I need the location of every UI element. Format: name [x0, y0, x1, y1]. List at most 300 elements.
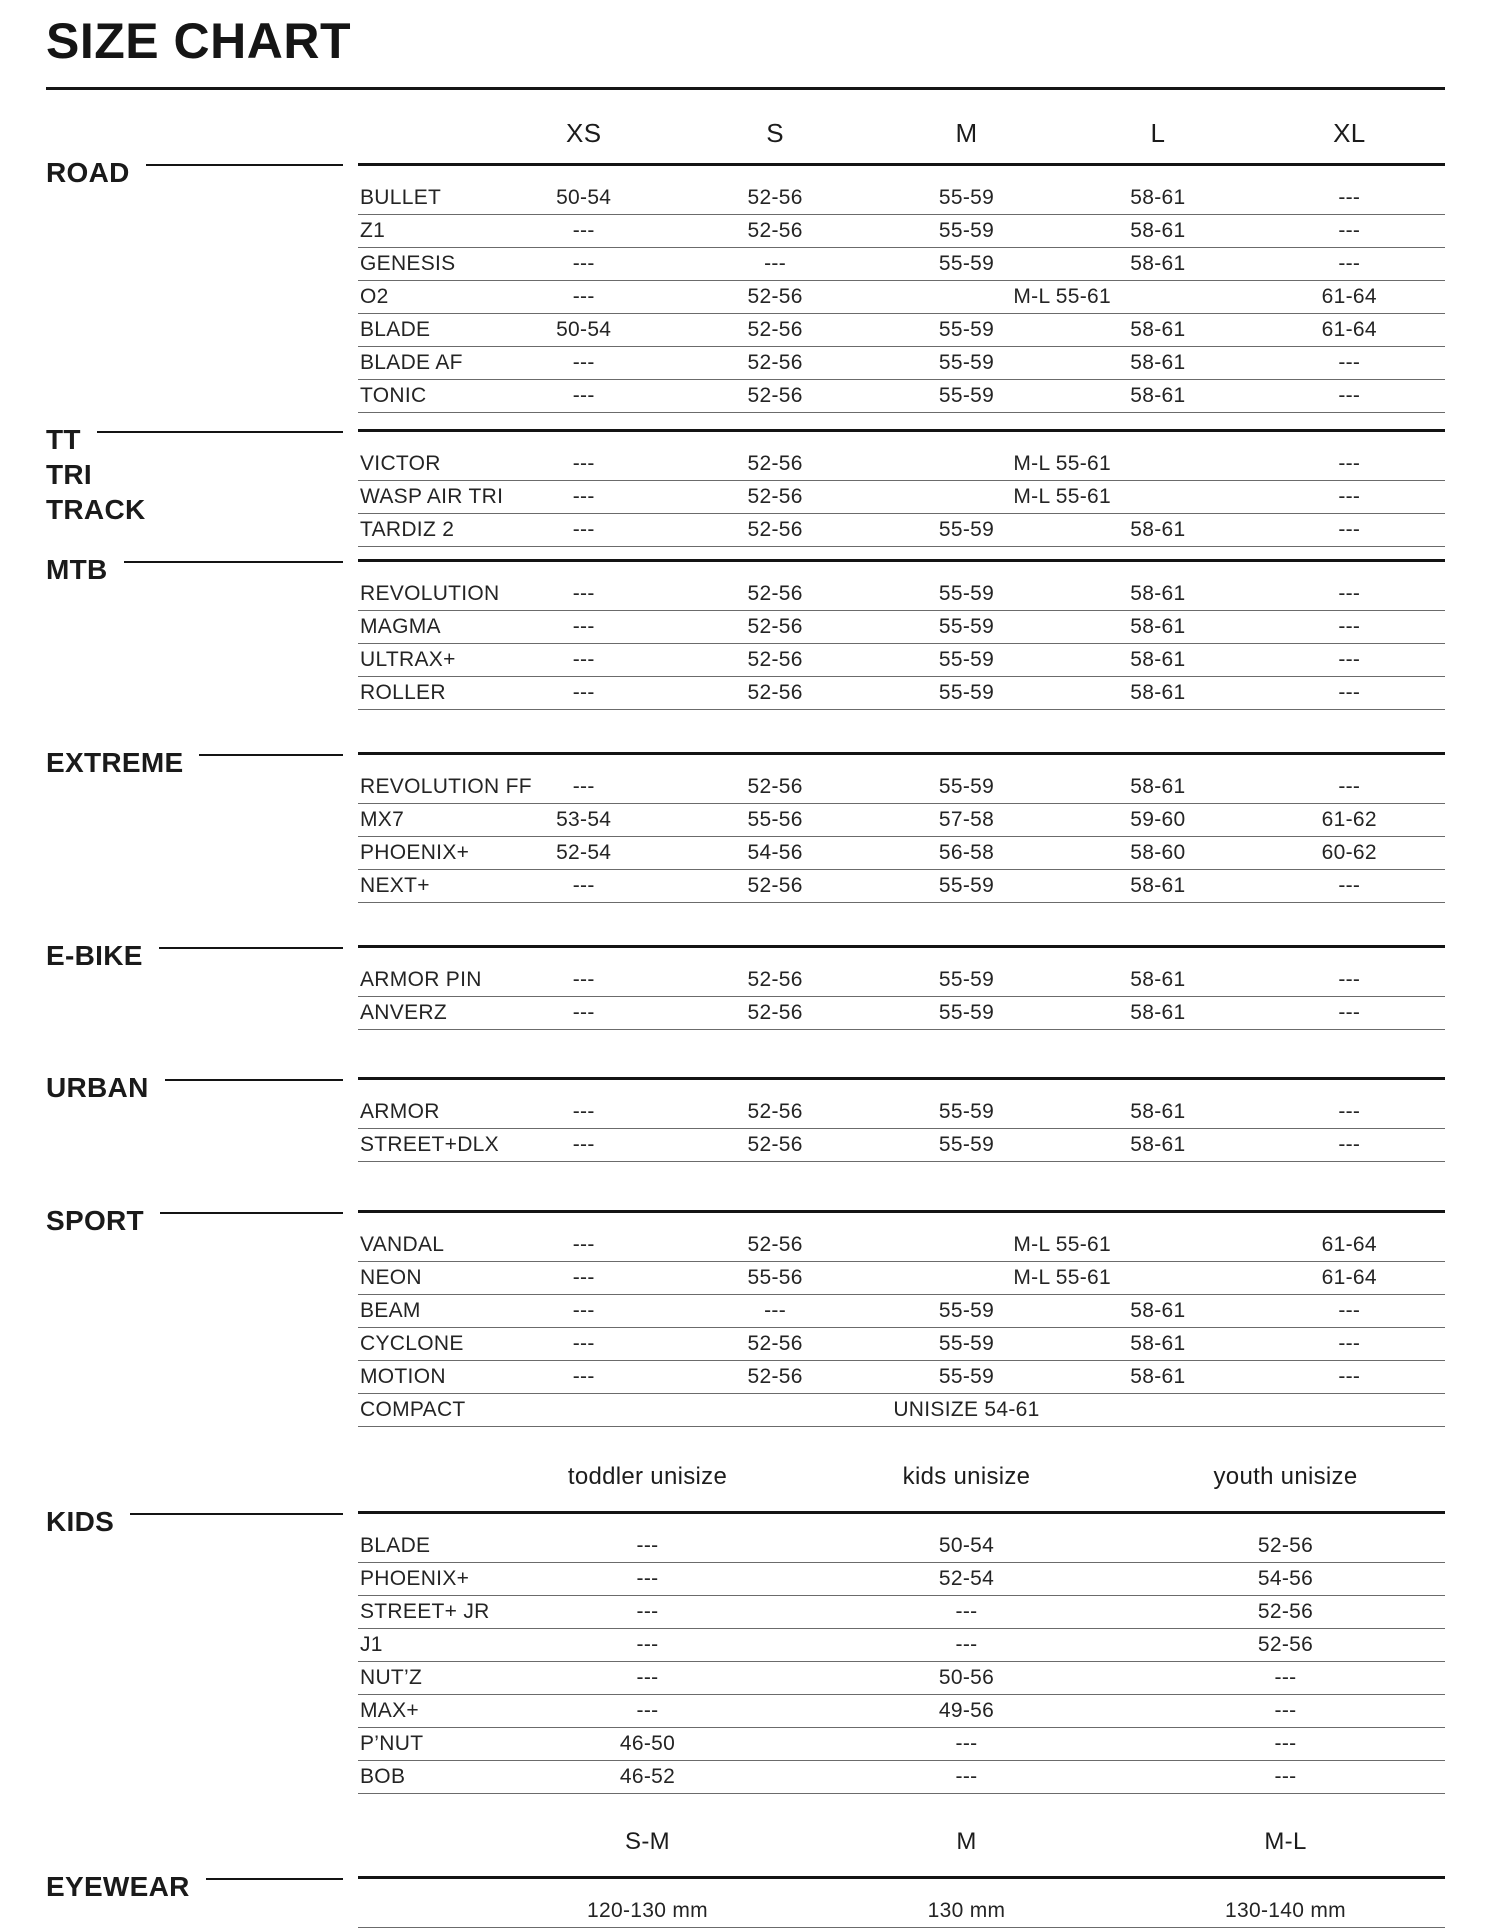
category-sport	[46, 1204, 358, 1427]
size-cell: 52-56	[747, 284, 803, 308]
size-cell: ---	[1338, 451, 1361, 475]
size-cell: 61-64	[1321, 284, 1377, 308]
size-cell: ---	[572, 1265, 595, 1289]
model-name: ARMOR	[360, 1099, 440, 1123]
size-cell: ---	[572, 350, 595, 374]
model-name: REVOLUTION	[360, 581, 500, 605]
table-body	[358, 1876, 1445, 1928]
size-cell: 58-61	[1130, 251, 1186, 275]
model-name: P’NUT	[360, 1731, 424, 1755]
table-row	[358, 644, 1445, 677]
model-name: ARMOR PIN	[360, 967, 482, 991]
size-cell: 58-61	[1130, 218, 1186, 242]
size-cell: 55-59	[938, 774, 995, 798]
size-cell: 50-54	[556, 317, 612, 341]
size-cell: 49-56	[938, 1698, 995, 1722]
size-cell: 58-61	[1130, 1364, 1186, 1388]
section-kids	[46, 1443, 1500, 1794]
size-cell: 58-61	[1130, 680, 1186, 704]
table-row	[358, 1328, 1445, 1361]
model-name: VICTOR	[360, 451, 441, 475]
column-header: XL	[1333, 117, 1366, 148]
table-row	[358, 1096, 1445, 1129]
size-cell: ---	[572, 967, 595, 991]
category-first-line	[46, 1070, 358, 1105]
model-name: COMPACT	[360, 1397, 466, 1421]
size-cell: 52-56	[747, 218, 803, 242]
category-underline	[206, 1878, 343, 1881]
size-cell: 52-56	[747, 1331, 803, 1355]
size-cell: 55-59	[938, 1364, 995, 1388]
size-cell: ---	[572, 1331, 595, 1355]
size-cell: 55-59	[938, 251, 995, 275]
category-underline	[160, 1212, 343, 1215]
size-cell: ---	[1338, 251, 1361, 275]
category-block	[46, 155, 358, 190]
size-cell: 60-62	[1321, 840, 1377, 864]
table-row	[358, 248, 1445, 281]
size-cell: ---	[572, 284, 595, 308]
model-name: J1	[360, 1632, 383, 1656]
size-cell: ---	[572, 647, 595, 671]
model-name: NUT’Z	[360, 1665, 423, 1689]
size-cell: 52-56	[747, 1000, 803, 1024]
size-cell: ---	[1338, 1000, 1361, 1024]
model-name: CYCLONE	[360, 1331, 464, 1355]
size-cell: 52-56	[747, 680, 803, 704]
category-label: MTB	[46, 553, 108, 585]
column-header: youth unisize	[1213, 1462, 1358, 1490]
model-name: WASP AIR TRI	[360, 484, 504, 508]
category-underline	[199, 754, 343, 757]
table-row	[358, 281, 1445, 314]
table-row	[358, 964, 1445, 997]
category-underline	[146, 164, 343, 167]
size-cell: 55-59	[938, 1000, 995, 1024]
category-eyewear	[46, 1808, 358, 1928]
column-header: M	[956, 1827, 977, 1855]
column-headers	[358, 1808, 1445, 1876]
size-cell: ---	[572, 873, 595, 897]
size-cell: ---	[572, 1099, 595, 1123]
size-cell: 55-59	[938, 1298, 995, 1322]
chart-sections	[46, 90, 1500, 1928]
model-name: MOTION	[360, 1364, 446, 1388]
size-cell: M-L 55-61	[1013, 1232, 1112, 1256]
size-cell: 58-61	[1130, 1132, 1186, 1156]
category-underline	[165, 1079, 343, 1082]
category-first-line	[46, 745, 358, 780]
model-name: BLADE	[360, 317, 431, 341]
section-road	[46, 90, 1500, 413]
model-name: MX7	[360, 807, 405, 831]
size-cell: 61-62	[1321, 807, 1377, 831]
size-cell: 52-56	[747, 1132, 803, 1156]
category-label: TRI	[46, 458, 93, 490]
model-name: BOB	[360, 1764, 406, 1788]
category-extreme	[46, 746, 358, 903]
category-block	[46, 552, 358, 587]
size-cell: ---	[1338, 218, 1361, 242]
size-cell: 55-59	[938, 581, 995, 605]
category-label: TT	[46, 423, 81, 455]
table-row	[358, 578, 1445, 611]
size-cell: ---	[955, 1731, 978, 1755]
table-row	[358, 771, 1445, 804]
size-cell: ---	[1338, 581, 1361, 605]
category-first-line	[46, 938, 358, 973]
table-row	[358, 481, 1445, 514]
size-cell: 52-56	[747, 967, 803, 991]
size-cell: 52-56	[747, 350, 803, 374]
size-cell: ---	[572, 1298, 595, 1322]
size-cell: ---	[764, 1298, 787, 1322]
model-name: BLADE	[360, 1533, 431, 1557]
column-header: L	[1150, 117, 1166, 148]
size-table	[358, 1808, 1445, 1928]
size-cell: 58-61	[1130, 317, 1186, 341]
category-mtb	[46, 553, 358, 710]
size-cell: ---	[636, 1566, 659, 1590]
category-block	[46, 938, 358, 973]
table-row	[358, 1262, 1445, 1295]
size-table	[358, 1210, 1445, 1427]
size-cell: ---	[1274, 1665, 1297, 1689]
table-row	[358, 448, 1445, 481]
category-urban	[46, 1071, 358, 1162]
size-cell: ---	[572, 451, 595, 475]
model-name: BEAM	[360, 1298, 421, 1322]
size-cell: 55-59	[938, 647, 995, 671]
table-row	[358, 215, 1445, 248]
size-cell: M-L 55-61	[1013, 484, 1112, 508]
size-cell: 55-59	[938, 967, 995, 991]
size-cell: 58-61	[1130, 967, 1186, 991]
size-cell: 61-64	[1321, 1232, 1377, 1256]
category-block	[46, 1869, 358, 1904]
table-row	[358, 1728, 1445, 1761]
size-cell: 52-56	[747, 1099, 803, 1123]
size-cell: 52-56	[747, 1232, 803, 1256]
size-cell: 55-59	[938, 185, 995, 209]
table-row	[358, 380, 1445, 413]
category-label: SPORT	[46, 1204, 144, 1236]
category-underline	[97, 431, 343, 434]
size-cell: 58-61	[1130, 614, 1186, 638]
size-cell: 58-61	[1130, 581, 1186, 605]
model-name: GENESIS	[360, 251, 456, 275]
size-cell: ---	[1338, 484, 1361, 508]
model-name: NEXT+	[360, 873, 430, 897]
column-headers	[358, 90, 1445, 163]
table-row	[358, 870, 1445, 903]
size-cell: 52-54	[556, 840, 612, 864]
category-block	[46, 1203, 358, 1238]
size-cell: 52-56	[747, 451, 803, 475]
model-name: REVOLUTION FF	[360, 774, 532, 798]
size-cell: ---	[572, 1132, 595, 1156]
size-cell: ---	[1274, 1731, 1297, 1755]
size-cell: ---	[636, 1533, 659, 1557]
size-cell: M-L 55-61	[1013, 451, 1112, 475]
table-row	[358, 611, 1445, 644]
model-name: STREET+ JR	[360, 1599, 490, 1623]
model-name: ULTRAX+	[360, 647, 456, 671]
size-cell: ---	[572, 581, 595, 605]
size-cell: 55-59	[938, 218, 995, 242]
table-row	[358, 1895, 1445, 1928]
size-cell: ---	[572, 774, 595, 798]
table-row	[358, 1229, 1445, 1262]
size-table	[358, 752, 1445, 903]
table-row	[358, 837, 1445, 870]
size-cell: 55-59	[938, 1099, 995, 1123]
size-cell: 52-56	[747, 614, 803, 638]
size-cell: 52-56	[747, 581, 803, 605]
size-cell: 46-50	[619, 1731, 676, 1755]
category-label: EYEWEAR	[46, 1870, 190, 1902]
size-cell: ---	[636, 1599, 659, 1623]
column-header: toddler unisize	[567, 1462, 728, 1490]
size-cell: 58-61	[1130, 350, 1186, 374]
size-cell: ---	[1338, 967, 1361, 991]
category-block	[46, 1504, 358, 1539]
section-eyewear	[46, 1808, 1500, 1928]
table-body	[358, 429, 1445, 547]
table-row	[358, 997, 1445, 1030]
size-cell: 53-54	[556, 807, 612, 831]
size-table	[358, 90, 1445, 413]
size-table	[358, 945, 1445, 1030]
column-header: M-L	[1264, 1827, 1307, 1855]
model-name: PHOENIX+	[360, 840, 470, 864]
size-cell: 52-56	[747, 383, 803, 407]
size-cell: 50-54	[556, 185, 612, 209]
table-row	[358, 1295, 1445, 1328]
size-cell: 58-61	[1130, 1298, 1186, 1322]
category-kids	[46, 1443, 358, 1794]
category-block	[46, 745, 358, 780]
size-cell: 58-61	[1130, 1331, 1186, 1355]
size-cell: ---	[572, 517, 595, 541]
size-cell: ---	[572, 680, 595, 704]
column-headers	[358, 1443, 1445, 1511]
size-cell: 58-61	[1130, 1000, 1186, 1024]
table-row	[358, 1629, 1445, 1662]
table-row	[358, 1662, 1445, 1695]
size-cell: ---	[1338, 350, 1361, 374]
section-mtb	[46, 553, 1500, 710]
size-cell: 58-61	[1130, 383, 1186, 407]
table-body	[358, 752, 1445, 903]
section-urban	[46, 1071, 1500, 1162]
size-cell: 61-64	[1321, 317, 1377, 341]
size-cell: ---	[955, 1599, 978, 1623]
size-cell: UNISIZE 54-61	[893, 1397, 1040, 1421]
size-cell: ---	[636, 1698, 659, 1722]
size-cell: 120-130 mm	[587, 1898, 708, 1922]
category-first-line	[46, 1504, 358, 1539]
size-cell: 52-56	[747, 647, 803, 671]
size-cell: ---	[1338, 383, 1361, 407]
category-block	[46, 422, 358, 527]
category-underline	[159, 947, 343, 950]
size-cell: 59-60	[1130, 807, 1186, 831]
size-cell: ---	[1338, 185, 1361, 209]
size-cell: 55-59	[938, 680, 995, 704]
table-row	[358, 1361, 1445, 1394]
section-extreme	[46, 746, 1500, 903]
column-header: XS	[566, 117, 602, 148]
size-cell: 58-61	[1130, 647, 1186, 671]
size-cell: ---	[636, 1665, 659, 1689]
size-cell: ---	[1338, 1364, 1361, 1388]
size-cell: 52-56	[1257, 1632, 1314, 1656]
table-body	[358, 1077, 1445, 1162]
size-cell: 54-56	[1257, 1566, 1314, 1590]
table-row	[358, 514, 1445, 547]
size-cell: 52-56	[1257, 1533, 1314, 1557]
size-table	[358, 1077, 1445, 1162]
size-cell: ---	[1338, 1132, 1361, 1156]
table-row	[358, 182, 1445, 215]
size-cell: 130-140 mm	[1225, 1898, 1346, 1922]
size-cell: ---	[1274, 1698, 1297, 1722]
size-cell: ---	[572, 1232, 595, 1256]
size-cell: 52-56	[747, 185, 803, 209]
size-cell: 55-59	[938, 383, 995, 407]
model-name: TONIC	[360, 383, 427, 407]
size-cell: 56-58	[938, 840, 995, 864]
category-label: URBAN	[46, 1071, 149, 1103]
size-cell: ---	[1274, 1764, 1297, 1788]
model-name: Z1	[360, 218, 386, 242]
size-cell: 55-56	[747, 1265, 803, 1289]
table-body	[358, 163, 1445, 413]
table-body	[358, 1210, 1445, 1427]
size-cell: 55-59	[938, 614, 995, 638]
table-row	[358, 677, 1445, 710]
category-underline	[124, 561, 343, 564]
size-cell: 55-59	[938, 317, 995, 341]
size-cell: 52-56	[747, 774, 803, 798]
column-header: kids unisize	[902, 1462, 1031, 1490]
table-body	[358, 945, 1445, 1030]
size-cell: 55-59	[938, 517, 995, 541]
model-name: TARDIZ 2	[360, 517, 455, 541]
category-road	[46, 90, 358, 413]
page-title: SIZE CHART	[46, 13, 351, 69]
table-body	[358, 559, 1445, 710]
size-cell: ---	[572, 614, 595, 638]
category-e-bike	[46, 939, 358, 1030]
size-cell: 58-61	[1130, 1099, 1186, 1123]
category-first-line	[46, 155, 358, 190]
size-cell: 130 mm	[927, 1898, 1006, 1922]
size-cell: ---	[1338, 1298, 1361, 1322]
size-cell: ---	[572, 251, 595, 275]
size-cell: ---	[572, 218, 595, 242]
table-row	[358, 1129, 1445, 1162]
category-block	[46, 1070, 358, 1105]
category-underline	[130, 1513, 343, 1516]
size-cell: 52-56	[747, 873, 803, 897]
category-first-line	[46, 1203, 358, 1238]
size-cell: 58-61	[1130, 185, 1186, 209]
size-cell: 54-56	[747, 840, 803, 864]
size-cell: 46-52	[619, 1764, 676, 1788]
size-cell: 55-59	[938, 1331, 995, 1355]
size-cell: ---	[955, 1632, 978, 1656]
size-cell: 58-60	[1130, 840, 1186, 864]
category-first-line	[46, 552, 358, 587]
size-cell: M-L 55-61	[1013, 1265, 1112, 1289]
size-cell: 52-56	[747, 517, 803, 541]
size-cell: ---	[1338, 680, 1361, 704]
size-cell: 61-64	[1321, 1265, 1377, 1289]
table-row	[358, 314, 1445, 347]
category-label: E-BIKE	[46, 939, 143, 971]
size-cell: 52-56	[747, 484, 803, 508]
model-name: ANVERZ	[360, 1000, 447, 1024]
section-e-bike	[46, 939, 1500, 1030]
category-label: KIDS	[46, 1505, 115, 1537]
table-row	[358, 1695, 1445, 1728]
category-first-line	[46, 1869, 358, 1904]
size-cell: 52-56	[747, 1364, 803, 1388]
size-cell: ---	[764, 251, 787, 275]
size-table	[358, 1443, 1445, 1794]
size-cell: ---	[1338, 517, 1361, 541]
size-cell: 58-61	[1130, 517, 1186, 541]
size-cell: ---	[1338, 647, 1361, 671]
section-sport	[46, 1204, 1500, 1427]
model-name: NEON	[360, 1265, 422, 1289]
table-row	[358, 1563, 1445, 1596]
model-name: VANDAL	[360, 1232, 445, 1256]
size-cell: ---	[1338, 1099, 1361, 1123]
model-name: BULLET	[360, 185, 442, 209]
model-name: BLADE AF	[360, 350, 463, 374]
table-row	[358, 1596, 1445, 1629]
category-label: ROAD	[46, 156, 130, 188]
size-cell: ---	[572, 484, 595, 508]
size-cell: 55-59	[938, 1132, 995, 1156]
size-cell: 50-56	[938, 1665, 995, 1689]
model-name: MAGMA	[360, 614, 441, 638]
size-cell: ---	[1338, 1331, 1361, 1355]
size-cell: 55-56	[747, 807, 803, 831]
size-cell: 58-61	[1130, 774, 1186, 798]
table-row	[358, 347, 1445, 380]
model-name: O2	[360, 284, 389, 308]
category-label: EXTREME	[46, 746, 184, 778]
section-tt-tri-track	[46, 423, 1500, 547]
size-cell: ---	[1338, 614, 1361, 638]
column-header: S-M	[625, 1827, 670, 1855]
size-table	[358, 559, 1445, 710]
size-cell: ---	[1338, 774, 1361, 798]
category-tt-tri-track	[46, 423, 358, 547]
size-cell: ---	[955, 1764, 978, 1788]
table-row	[358, 1761, 1445, 1794]
size-cell: ---	[572, 1000, 595, 1024]
category-first-line	[46, 422, 358, 457]
model-name: ROLLER	[360, 680, 446, 704]
size-table	[358, 429, 1445, 547]
size-cell: ---	[636, 1632, 659, 1656]
size-cell: 55-59	[938, 350, 995, 374]
